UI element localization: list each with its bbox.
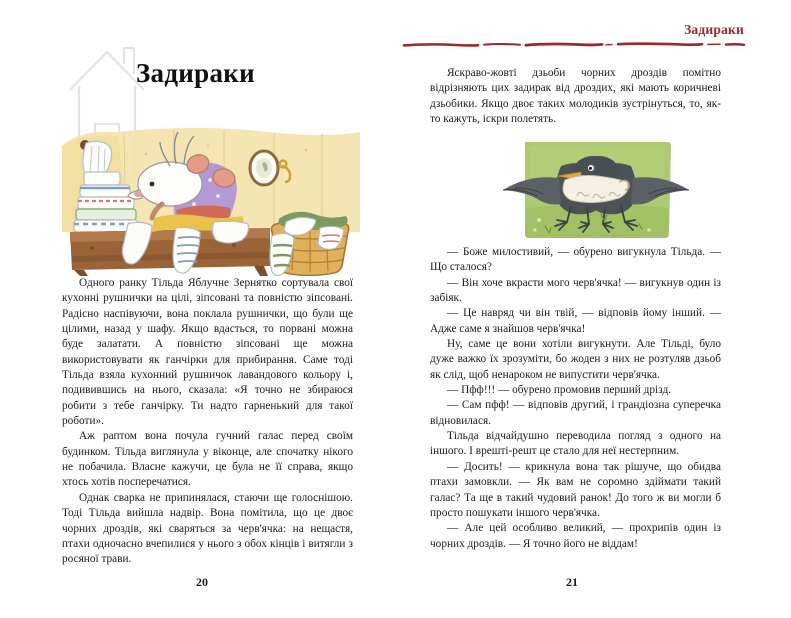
- page-number-right: 21: [566, 575, 578, 589]
- mouse-sorting-towels-illustration: [58, 106, 370, 276]
- paragraph: — Сам пфф! — відповів другий, і грандіозна суперечка відновилася.: [430, 399, 721, 427]
- paragraph: Одного ранку Тільда Яблучне Зернятко сортувала свої кухонні рушнички на цілі, зіпсовані та повністю зіпсовані. Радісно наспівуючи, вона поклала рушнички, що були ще цілими, назад у шафу. Якщо вдасться, то порвані можна буде залатати. А повністю зіпсовані ще можна використовувати як ганчірки для прибирання. Саме тоді Тільда взяла кухонний рушничок лавандового кольору і, подивившись на нього, сказала: «Я точно не збираюся робити з тебе ганчірку. Ти надто гарненький для такої роботи».: [62, 277, 353, 428]
- paragraph: — Боже милостивий, — обурено вигукнула Тільда. — Що сталося?: [430, 246, 721, 274]
- header-rule: [402, 40, 746, 49]
- paragraph: — Це навряд чи він твій, — відповів йому інший. — Адже саме я знайшов черв'ячка!: [430, 307, 721, 335]
- right-page-body-text-bottom: [430, 245, 721, 552]
- paragraph: Аж раптом вона почула гучний галас перед своїм будинком. Тільда виглянула у віконце, але спочатку нікого не побачила. Власне кажучи, це була не її справа, якщо хтось хотів посперечатися.: [62, 430, 353, 489]
- paragraph: — Пфф!!! — обурено промовив перший дрізд.: [447, 384, 672, 397]
- right-page-body-text-top: [430, 66, 721, 127]
- paragraph: — Він хоче вкрасти мого черв'ячка! — вигукнув один із забіяк.: [430, 276, 721, 305]
- running-header: Задираки: [684, 22, 744, 37]
- left-page-body-text: [62, 276, 353, 568]
- two-blackbirds-tugging-worm-illustration: [489, 138, 703, 242]
- paragraph: Тільда відчайдушно переводила погляд з одного на іншого. І врешті-решт це стало для неї нестерпним.: [430, 430, 721, 458]
- paragraph: Яскраво-жовті дзьоби чорних дроздів помітно відрізняють цих задирак від дроздих, які мають коричневі дзьобики. Якщо двоє таких молодиків зустрінуться, то, як-то кажуть, іскри полетять.: [430, 67, 721, 126]
- paragraph: Ну, саме це вони хотіли вигукнути. Але Тільді, було дуже важко їх зрозуміти, бо жоден з них не розтуляв дзьоб як слід, щоб ненароком не випустити черв'ячка.: [430, 338, 721, 381]
- paragraph: — Досить! — крикнула вона так рішуче, що обидва птахи замовкли. — Як вам не соромно здіймати такий галас? Та ще в такий чудовий ранок! До того ж ви могли б просто пошукати іншого черв'ячка.: [430, 460, 721, 519]
- paragraph: Однак сварка не припинялася, стаючи ще голоснішою. Тоді Тільда вийшла надвір. Вона помітила, що це двоє чорних дроздів, які сваряться за черв'ячка: на нещастя, птахи одночасно вчепилися у нього з обох кінців і витягли з росяної трави.: [62, 491, 353, 566]
- paragraph: — Але цей особливо великий, — прохрипів один із чорних дроздів. — Я точно його не віддам!: [430, 522, 721, 550]
- chapter-title: Задираки: [136, 58, 255, 88]
- page-number-left: 20: [196, 575, 208, 589]
